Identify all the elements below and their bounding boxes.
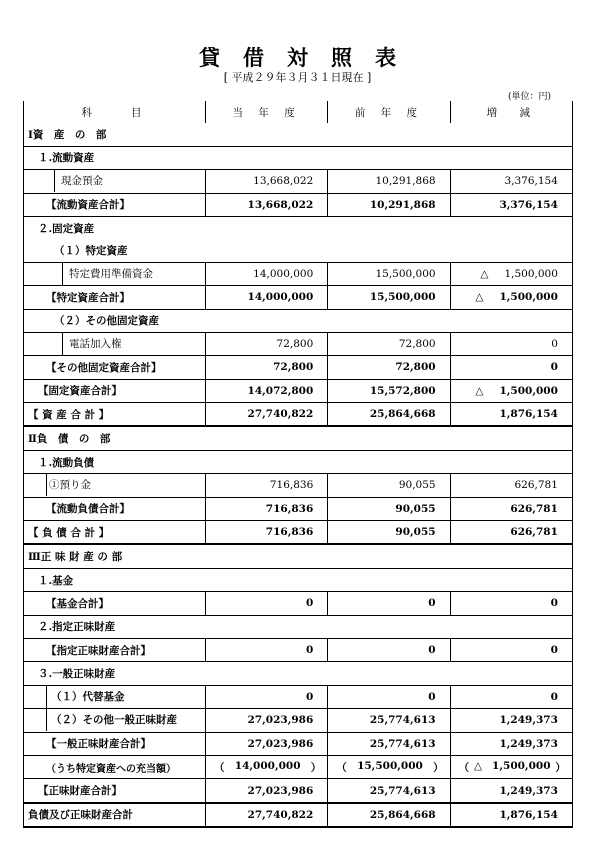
cell-previous: 15,500,000	[357, 759, 423, 772]
triangle-mark: △	[473, 759, 483, 772]
group-general-net-assets	[24, 662, 573, 685]
table-row-total	[24, 638, 573, 661]
cell-previous: 25,774,613	[328, 709, 450, 732]
close-paren: ）	[433, 761, 444, 774]
table-row	[24, 332, 573, 355]
table-row-allocation	[24, 755, 573, 778]
document-title: 貸借対照表	[199, 45, 419, 70]
cell-previous: 15,500,000	[328, 262, 450, 285]
close-paren: ）	[555, 761, 566, 774]
header-item: 科 目	[24, 101, 206, 123]
cell-previous: 90,055	[328, 497, 450, 520]
row-label: ①預り金	[46, 474, 205, 496]
subgroup-specific-assets	[24, 239, 573, 262]
subgroup-other-fixed-assets	[24, 309, 573, 332]
cell-current: 27,023,986	[206, 709, 328, 732]
table-row-total	[24, 497, 573, 520]
group-title: １.流動資産	[24, 146, 573, 169]
cell-change: 1,249,373	[450, 709, 572, 732]
cell-current: 0	[206, 638, 328, 661]
group-current-assets	[24, 146, 573, 169]
section-title: Ⅲ正 味 財 産 の 部	[24, 544, 573, 568]
cell-current: 0	[206, 592, 328, 615]
cell-current: 27,740,822	[206, 803, 328, 827]
cell-previous: 25,774,613	[328, 779, 450, 803]
row-label: 電話加入権	[62, 333, 205, 355]
table-row-total	[24, 286, 573, 309]
row-label: 【 資 産 合 計 】	[24, 403, 206, 427]
cell-previous: 0	[328, 685, 450, 708]
cell-change	[450, 286, 572, 309]
section-title: Ⅱ負 債 の 部	[24, 426, 573, 450]
cell-current: 13,668,022	[206, 170, 328, 193]
row-label: 負債及び正味財産合計	[24, 803, 206, 827]
table-row-total	[24, 779, 573, 803]
cell-change: 3,376,154	[450, 170, 572, 193]
cell-previous: 0	[328, 638, 450, 661]
cell-current: 27,740,822	[206, 403, 328, 427]
cell-current: 13,668,022	[206, 193, 328, 216]
header-current: 当 年 度	[206, 101, 328, 123]
change-value: 1,500,000	[499, 384, 558, 397]
cell-change: 0	[450, 685, 572, 708]
group-designated-net-assets	[24, 615, 573, 638]
cell-previous: 15,500,000	[328, 286, 450, 309]
row-label: 【特定資産合計】	[24, 286, 206, 309]
balance-sheet-table	[23, 101, 573, 828]
cell-current: 72,800	[206, 356, 328, 379]
cell-current: 27,023,986	[206, 779, 328, 803]
table-row	[24, 685, 573, 708]
table-row-total	[24, 356, 573, 379]
cell-change: 1,249,373	[450, 779, 572, 803]
cell-change: 1,500,000	[492, 759, 551, 772]
triangle-mark: △	[475, 291, 484, 304]
change-value: 1,500,000	[504, 267, 558, 280]
cell-change: 626,781	[450, 497, 572, 520]
cell-current: 716,836	[206, 474, 328, 497]
group-title: １.流動負債	[24, 450, 573, 473]
cell-previous: 0	[328, 592, 450, 615]
cell-current: 72,800	[206, 332, 328, 355]
group-title: ２.指定正味財産	[24, 615, 573, 638]
cell-current: 716,836	[206, 521, 328, 545]
open-paren: （	[336, 761, 347, 774]
group-fixed-assets	[24, 216, 573, 239]
row-label: （２）その他一般正味財産	[46, 709, 205, 731]
cell-previous: 25,774,613	[328, 732, 450, 755]
cell-previous: 25,864,668	[328, 803, 450, 827]
triangle-mark: △	[475, 384, 484, 397]
cell-change: 1,876,154	[450, 803, 572, 827]
cell-change: 1,876,154	[450, 403, 572, 427]
cell-previous: 90,055	[328, 521, 450, 545]
row-label: 【流動資産合計】	[24, 193, 206, 216]
group-current-liabilities	[24, 450, 573, 473]
triangle-mark: △	[480, 267, 489, 280]
cell-current: 716,836	[206, 497, 328, 520]
cell-current: 0	[206, 685, 328, 708]
cell-previous: 15,572,800	[328, 379, 450, 402]
cell-change: 0	[450, 638, 572, 661]
cell-change: 1,249,373	[450, 732, 572, 755]
open-paren: （	[458, 761, 470, 774]
open-paren: （	[214, 761, 225, 774]
cell-change: 0	[450, 356, 572, 379]
cell-previous: 90,055	[328, 474, 450, 497]
group-title: ２.固定資産	[24, 216, 573, 239]
close-paren: ）	[310, 761, 322, 774]
unit-label: (単位：円)	[507, 92, 551, 102]
group-fund	[24, 568, 573, 591]
cell-previous: 10,291,868	[328, 193, 450, 216]
cell-current: 14,072,800	[206, 379, 328, 402]
row-label: 【一般正味財産合計】	[24, 732, 206, 755]
table-row	[24, 170, 573, 193]
cell-change	[450, 379, 572, 402]
header-change: 増 減	[450, 101, 572, 123]
table-row-total	[24, 592, 573, 615]
table-row	[24, 474, 573, 497]
row-label: （うち特定資産への充当額）	[24, 755, 206, 778]
table-row	[24, 709, 573, 732]
cell-previous: 72,800	[328, 356, 450, 379]
group-title: ３.一般正味財産	[24, 662, 573, 685]
subgroup-title: （２）その他固定資産	[24, 309, 573, 332]
cell-current: 14,000,000	[206, 262, 328, 285]
row-label: 特定費用準備資金	[62, 263, 205, 285]
row-label: 【その他固定資産合計】	[24, 356, 206, 379]
table-row-total	[24, 379, 573, 402]
row-label: 【固定資産合計】	[24, 379, 206, 402]
table-row-total	[24, 732, 573, 755]
header-previous: 前 年 度	[328, 101, 450, 123]
section-liabilities	[24, 426, 573, 450]
cell-previous: 72,800	[328, 332, 450, 355]
row-label: （１）代替基金	[46, 686, 205, 708]
change-value: 1,500,000	[499, 291, 558, 304]
row-label: 【 負 債 合 計 】	[24, 521, 206, 545]
cell-change: 0	[450, 332, 572, 355]
section-net-assets	[24, 544, 573, 568]
cell-previous: 25,864,668	[328, 403, 450, 427]
row-label: 【指定正味財産合計】	[24, 638, 206, 661]
table-row-grand-total	[24, 403, 573, 427]
cell-current: 14,000,000	[234, 759, 301, 772]
table-row-grand-total	[24, 521, 573, 545]
table-row-grand-total	[24, 803, 573, 827]
row-label: 【基金合計】	[24, 592, 206, 615]
group-title: １.基金	[24, 568, 573, 591]
cell-change: 626,781	[450, 474, 572, 497]
section-title: Ⅰ資 産 の 部	[24, 123, 573, 146]
cell-current: 14,000,000	[206, 286, 328, 309]
row-label: 【正味財産合計】	[24, 779, 206, 803]
cell-change: 3,376,154	[450, 193, 572, 216]
section-assets	[24, 123, 573, 146]
row-label: 現金預金	[54, 170, 205, 192]
cell-change: 0	[450, 592, 572, 615]
table-row-total	[24, 193, 573, 216]
document-date: [ 平成２９年３月３１日現在 ]	[223, 71, 372, 84]
table-header-row	[24, 101, 573, 123]
table-row	[24, 262, 573, 285]
cell-change	[450, 262, 572, 285]
row-label: 【流動負債合計】	[24, 497, 206, 520]
cell-current: 27,023,986	[206, 732, 328, 755]
cell-previous: 10,291,868	[328, 170, 450, 193]
cell-change: 626,781	[450, 521, 572, 545]
subgroup-title: （１）特定資産	[24, 239, 573, 262]
